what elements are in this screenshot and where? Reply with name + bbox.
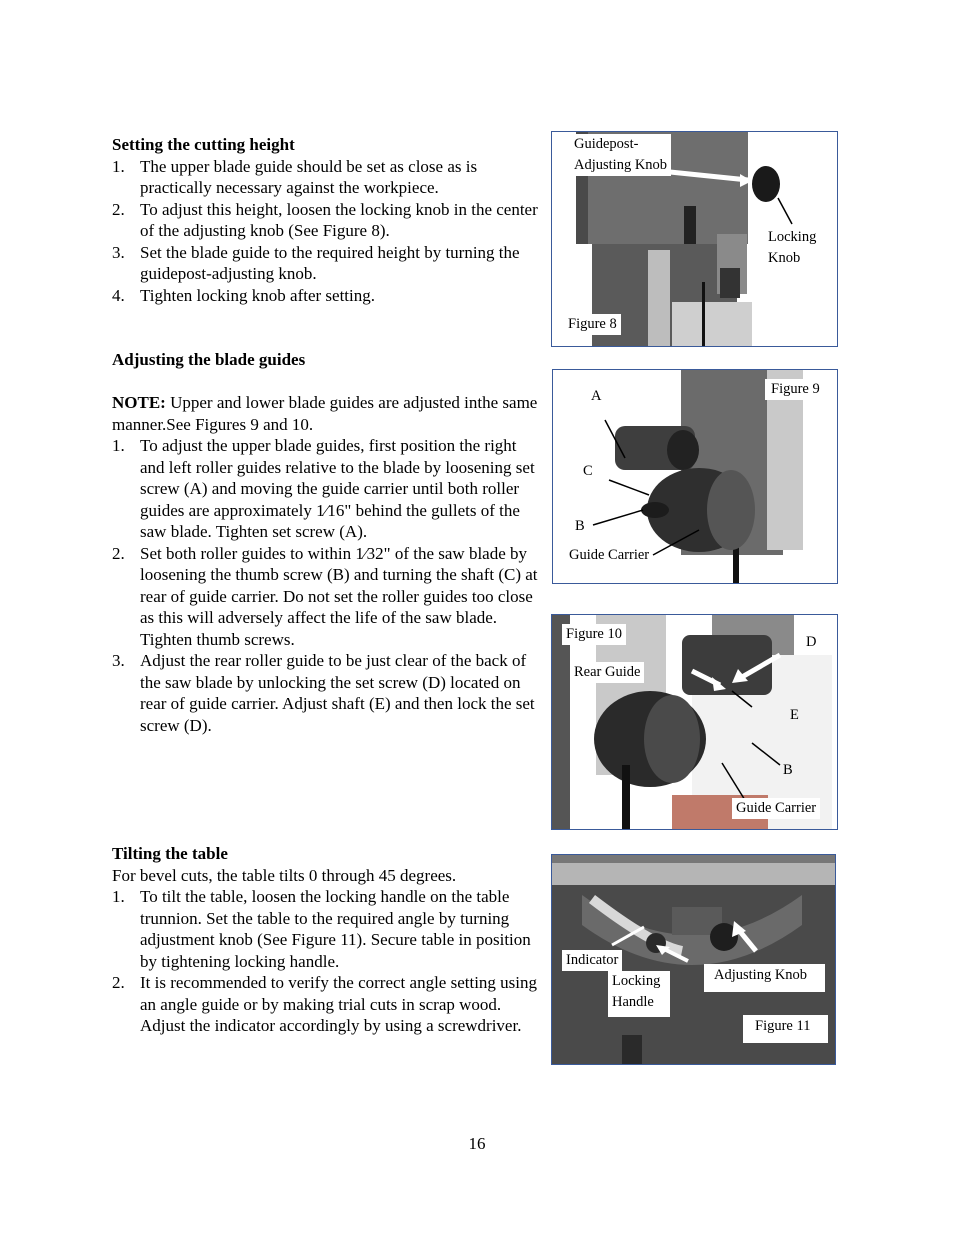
guide-carrier-label: Guide Carrier [732, 798, 820, 819]
note: NOTE: Upper and lower blade guides are adjusted inthe same manner.See Figures 9 and 10. [112, 393, 538, 434]
section-title: Setting the cutting height [112, 135, 295, 154]
adjusting-knob-label: Adjusting Knob [704, 964, 825, 992]
figure-caption: Figure 8 [564, 314, 621, 335]
figure-caption: Figure 9 [765, 379, 826, 400]
section-tilting [112, 843, 542, 1037]
page-number: 16 [468, 1134, 486, 1153]
list-item: 3. Set the blade guide to the required height by turning the guidepost-adjusting knob. [112, 242, 520, 283]
label-a: A [591, 388, 602, 404]
section-blade-guides [112, 349, 542, 736]
list-item: 2. To adjust this height, loosen the locking knob in the center of the adjusting knob (See Figure 8). [112, 199, 538, 240]
steps-list [112, 156, 542, 307]
guide-carrier-label: Guide Carrier [569, 547, 650, 563]
knob-label: Guidepost- Adjusting Knob [570, 134, 671, 176]
locking-handle-label: Locking Handle [608, 971, 670, 1017]
list-item: 2. It is recommended to verify the correct angle setting using an angle guide or by making trial cuts in scrap wood. Adjust the indicator accordingly by using a screwdriver. [112, 973, 538, 1035]
locking-knob-label: Locking Knob [764, 227, 820, 269]
figure-11 [551, 854, 836, 1065]
figure-9 [552, 369, 838, 584]
label-c: C [583, 463, 593, 479]
section-cutting-height [112, 134, 542, 306]
label-d: D [806, 634, 817, 650]
figure-caption: Figure 11 [743, 1015, 828, 1043]
list-item: 1. To adjust the upper blade guides, first position the right and left roller guides relative to the blade by loosening set screw (A) and moving the guide carrier until both roller guides are approximately 1⁄16" behind the gullets of the saw blade. Tighten set screw (A). [112, 436, 535, 541]
figure-10 [551, 614, 838, 830]
steps-list [112, 886, 542, 1037]
label-b: B [783, 762, 793, 778]
list-item: 3. Adjust the rear roller guide to be just clear of the back of the saw blade by unlocking the set screw (D) located on rear of guide carrier. Adjust shaft (E) and then lock the set screw (D). [112, 651, 535, 735]
section-title: Adjusting the blade guides [112, 350, 306, 369]
indicator-label: Indicator [562, 950, 622, 971]
figure-8 [551, 131, 838, 347]
intro: For bevel cuts, the table tilts 0 through 45 degrees. [112, 865, 457, 885]
list-item: 1. To tilt the table, loosen the locking handle on the table trunnion. Set the table to the required angle by turning adjustment knob (See Figure 11). Secure table in position by tightening locking handle. [112, 887, 531, 971]
label-e: E [790, 707, 799, 723]
label-b: B [575, 518, 585, 534]
figure-caption: Figure 10 [562, 624, 626, 645]
list-item: 1. The upper blade guide should be set as close as is practically necessary against the workpiece. [112, 156, 478, 197]
rear-guide-label: Rear Guide [570, 662, 644, 683]
section-title: Tilting the table [112, 844, 228, 863]
list-item: 4. Tighten locking knob after setting. [112, 285, 375, 305]
list-item: 2. Set both roller guides to within 1⁄32" of the saw blade by loosening the thumb screw (B) and turning the shaft (C) at rear of guide carrier. Do not set the roller guides too close as this will adversely affect the life of the saw blade. Tighten thumb screws. [112, 543, 538, 649]
steps-list [112, 435, 542, 736]
